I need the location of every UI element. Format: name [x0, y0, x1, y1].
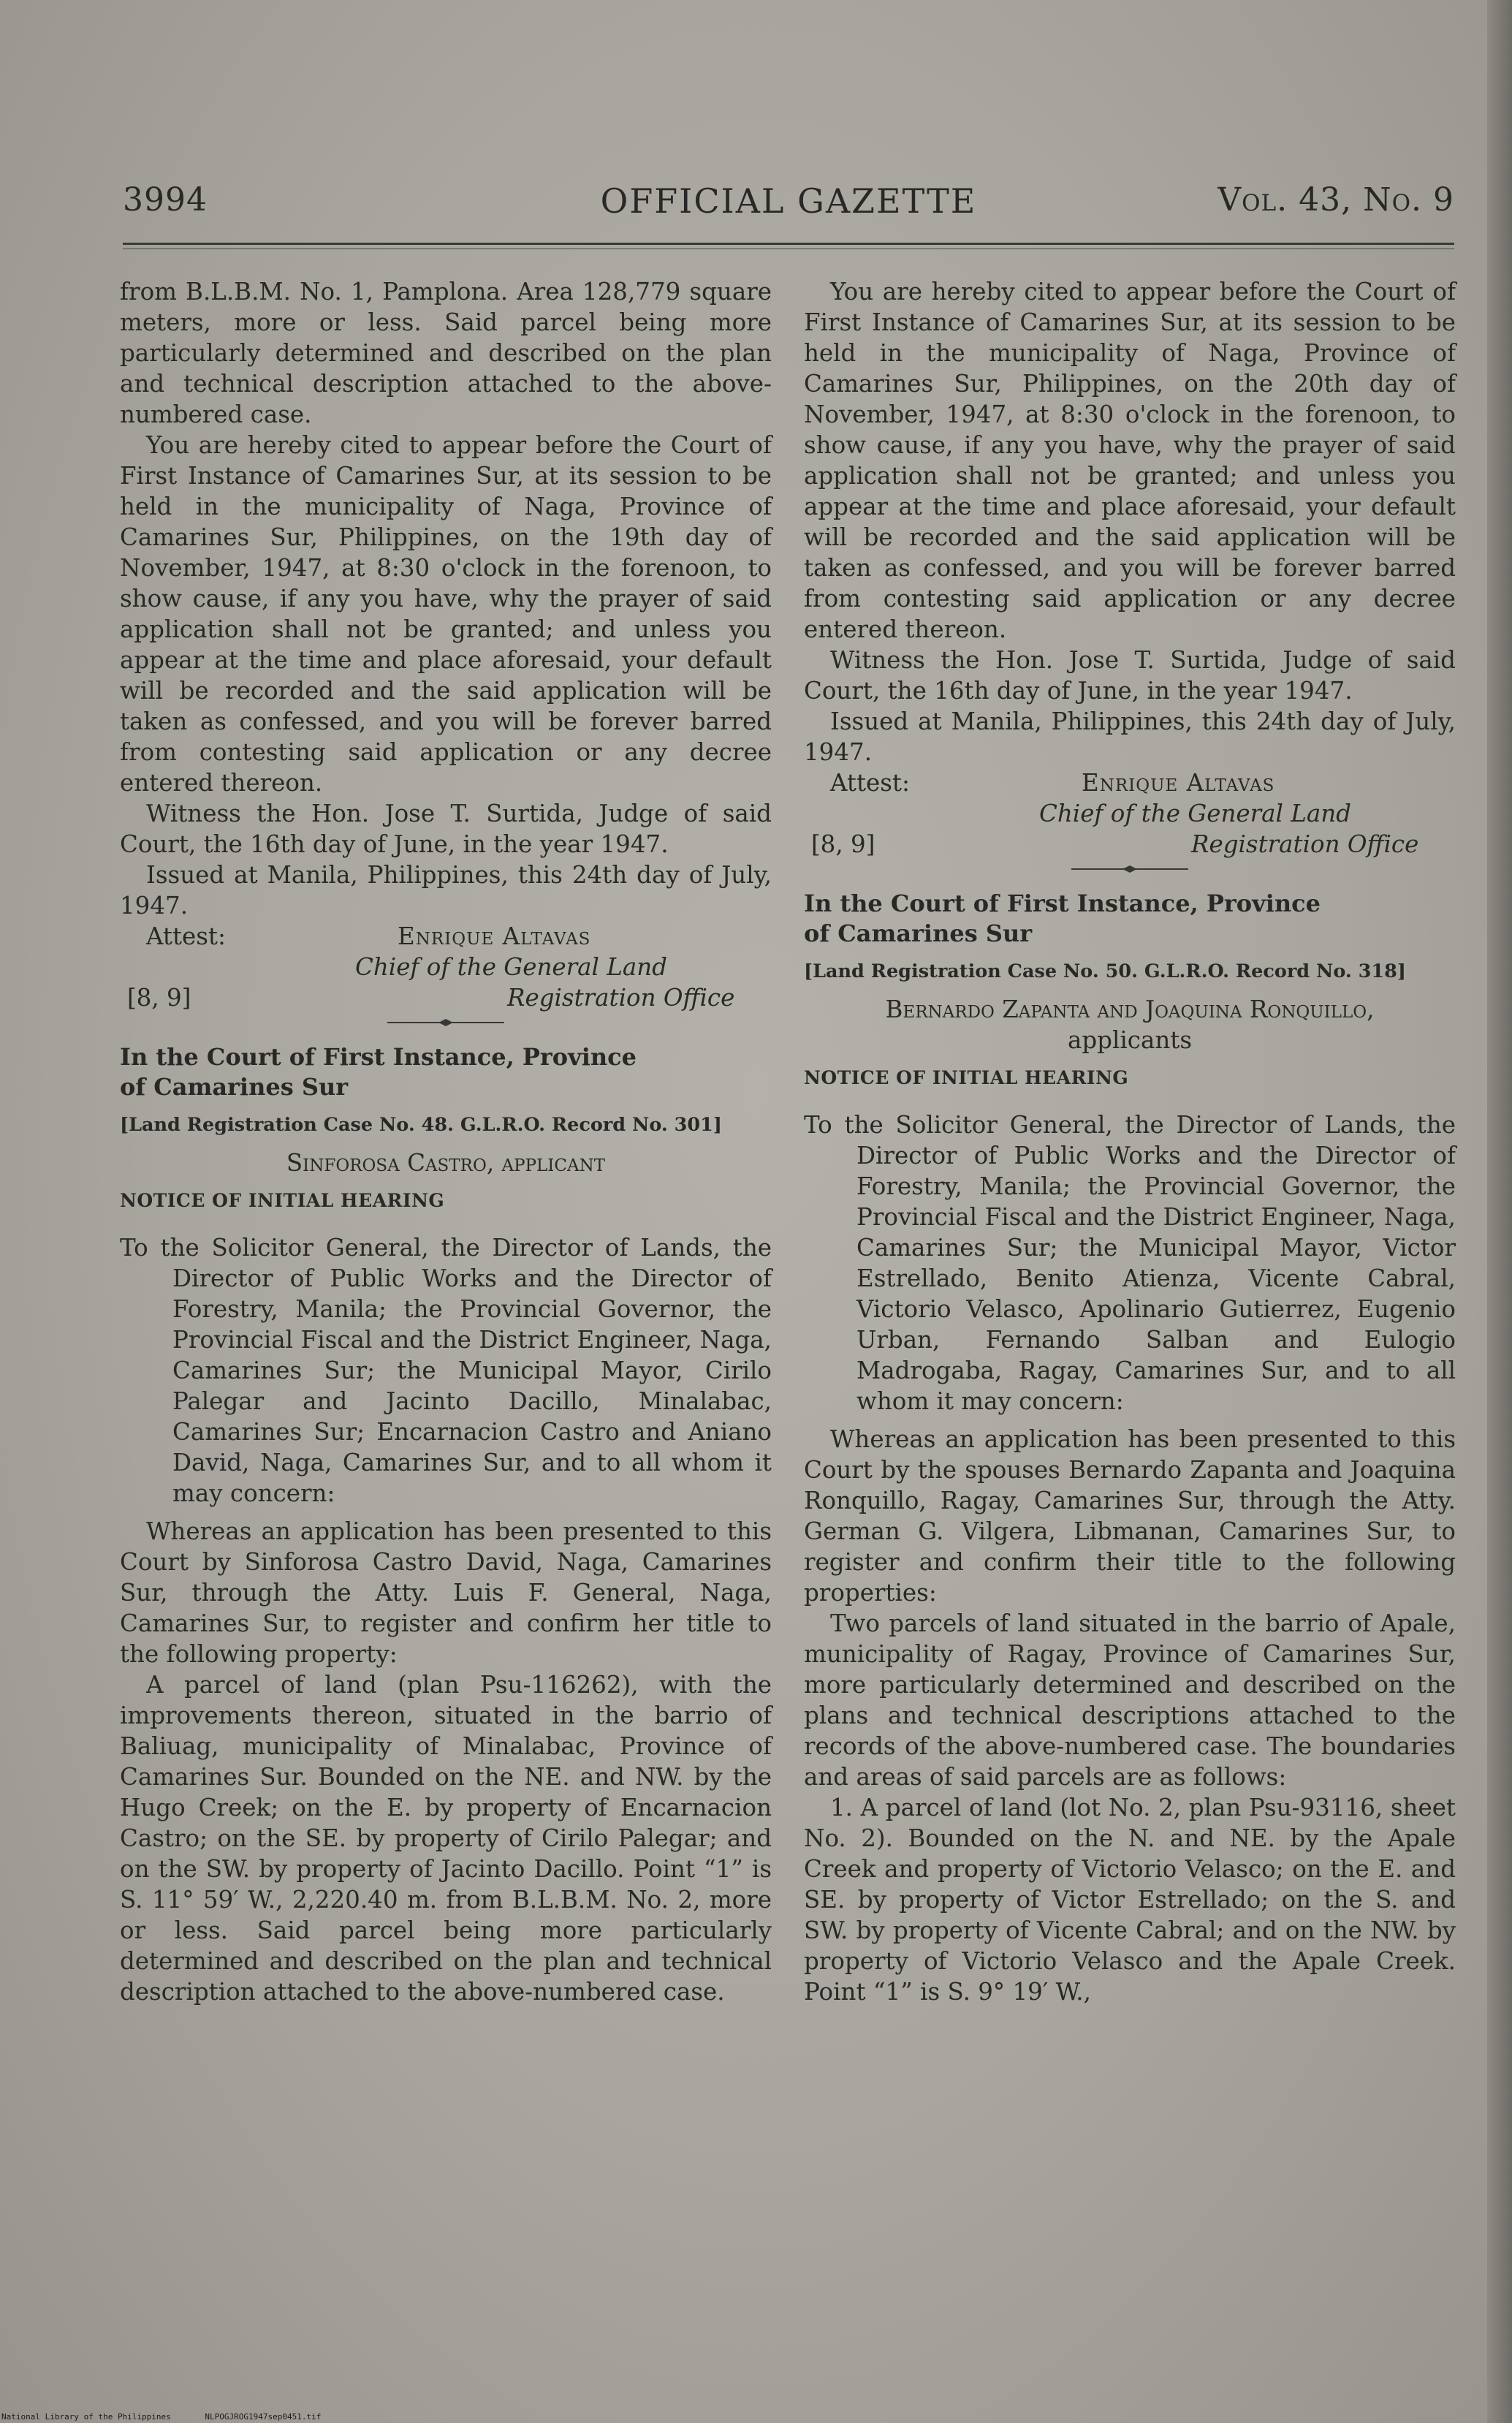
- notice-title: NOTICE OF INITIAL HEARING: [120, 1190, 445, 1211]
- citation-paragraph: You are hereby cited to appear before the Court of First Instance of Camarines Sur, at its session to be held in the municipality of Naga, Province of Camarines Sur, Philippines, on the 19th day of November, 1947, at 8:30 o'clock in the forenoon, to show cause, if any you have, why the prayer of said application shall not be granted; and unless you appear at the time and place aforesaid, your default will be recorded and the said application will be taken as confessed, and you will be forever barred from contesting said application or any decree entered thereon.: [120, 431, 772, 797]
- scan-footer: [1, 2412, 350, 2422]
- case-reference: [Land Registration Case No. 50. G.L.R.O. Record No. 318]: [804, 960, 1406, 982]
- section-divider: [120, 1013, 772, 1035]
- ornament-divider-icon: [1071, 864, 1188, 874]
- section-divider: [804, 860, 1456, 881]
- attest-signatory: Enrique Altavas: [398, 922, 591, 950]
- court-heading-province: of Camarines Sur: [804, 919, 1033, 947]
- parcels-paragraph: Two parcels of land situated in the barrio of Apale, municipality of Ragay, Province of Camarines Sur, more particularly determined and described on the plans and technical descriptions attached to the records of the above-numbered case. The boundaries and areas of said parcels are as follows:: [804, 1609, 1456, 1791]
- attest-title: Chief of the General Land: [1039, 800, 1351, 827]
- application-paragraph: Whereas an application has been presented to this Court by Sinforosa Castro David, Naga, Camarines Sur, through the Atty. Luis F. General, Naga, Camarines Sur, to register and confirm her title to the following property:: [120, 1517, 772, 1668]
- issued-paragraph: Issued at Manila, Philippines, this 24th day of July, 1947.: [120, 861, 772, 919]
- attest-label: Attest:: [146, 922, 226, 950]
- continued-paragraph: from B.L.B.M. No. 1, Pamplona. Area 128,779 square meters, more or less. Said parcel being more particularly determined and described on the plan and technical description attached to the above-numbered case.: [120, 278, 772, 428]
- ornament-divider-icon: [387, 1017, 504, 1028]
- witness-paragraph: Witness the Hon. Jose T. Surtida, Judge of said Court, the 16th day of June, in the year 1947.: [120, 800, 772, 858]
- page-edge-shadow: [1487, 0, 1512, 2423]
- attestation-block: [120, 921, 772, 1013]
- attest-office: Registration Office: [507, 984, 735, 1012]
- notice-addressees: To the Solicitor General, the Director of Lands, the Director of Public Works and the Director of Forestry, Manila; the Provincial Governor, the Provincial Fiscal and the District Engineer, Naga, Camarines Sur; the Municipal Mayor, Cirilo Palegar and Jacinto Dacillo, Minalabac, Camarines Sur; Encarnacion Castro and Aniano David, Naga, Camarines Sur, and to all whom it may concern:: [120, 1234, 772, 1507]
- citation-paragraph: You are hereby cited to appear before the Court of First Instance of Camarines Sur, at its session to be held in the municipality of Naga, Province of Camarines Sur, Philippines, on the 20th day of November, 1947, at 8:30 o'clock in the forenoon, to show cause, if any you have, why the prayer of said application shall not be granted; and unless you appear at the time and place aforesaid, your default will be recorded and the said application will be taken as confessed, and you will be forever barred from contesting said application or any decree entered thereon.: [804, 278, 1456, 643]
- attest-reference: [8, 9]: [811, 830, 875, 858]
- right-column: [804, 276, 1456, 2007]
- volume-issue: Vol. 43, No. 9: [1217, 181, 1454, 219]
- footer-library: National Library of the Philippines: [1, 2412, 171, 2422]
- issued-paragraph: Issued at Manila, Philippines, this 24th day of July, 1947.: [804, 708, 1456, 766]
- footer-filename: NLPOGJROG1947sep0451.tif: [205, 2412, 322, 2422]
- court-heading: In the Court of First Instance, Province: [120, 1043, 637, 1071]
- page-number: 3994: [123, 181, 208, 219]
- publication-title: OFFICIAL GAZETTE: [600, 181, 977, 221]
- court-heading-province: of Camarines Sur: [120, 1073, 349, 1101]
- application-paragraph: Whereas an application has been presented to this Court by the spouses Bernardo Zapanta and Joaquina Ronquillo, Ragay, Camarines Sur, through the Atty. German G. Vilgera, Libmanan, Camarines Sur, to register and confirm their title to the following properties:: [804, 1425, 1456, 1607]
- header-rule: [123, 243, 1454, 245]
- applicant-line: Sinforosa Castro, applicant: [286, 1149, 606, 1177]
- witness-paragraph: Witness the Hon. Jose T. Surtida, Judge of said Court, the 16th day of June, in the year 1947.: [804, 646, 1456, 705]
- court-heading: In the Court of First Instance, Province: [804, 890, 1321, 917]
- attest-title: Chief of the General Land: [355, 953, 667, 981]
- page-header: [123, 181, 1454, 232]
- attest-office: Registration Office: [1191, 830, 1419, 858]
- attestation-block: [804, 767, 1456, 860]
- notice-title: NOTICE OF INITIAL HEARING: [804, 1067, 1129, 1088]
- applicants-label: applicants: [1067, 1026, 1193, 1054]
- attest-reference: [8, 9]: [127, 984, 191, 1012]
- notice-addressees: To the Solicitor General, the Director of Lands, the Director of Public Works and the Director of Forestry, Manila; the Provincial Governor, the Provincial Fiscal and the District Engineer, Naga, Camarines Sur; the Municipal Mayor, Victor Estrellado, Benito Atienza, Vicente Cabral, Victorio Velasco, Apolinario Gutierrez, Eugenio Urban, Fernando Salban and Eulogio Madrogaba, Ragay, Camarines Sur, and to all whom it may concern:: [804, 1111, 1456, 1415]
- attest-label: Attest:: [830, 769, 910, 797]
- property-description: A parcel of land (plan Psu-116262), with the improvements thereon, situated in the barrio of Baliuag, municipality of Minalabac, Province of Camarines Sur. Bounded on the NE. and NW. by the Hugo Creek; on the E. by property of Encarnacion Castro; on the SE. by property of Cirilo Palegar; and on the SW. by property of Jacinto Dacillo. Point “1” is S. 11° 59′ W., 2,220.40 m. from B.L.B.M. No. 2, more or less. Said parcel being more particularly determined and described on the plan and technical description attached to the above-numbered case.: [120, 1671, 772, 2006]
- parcel-one-description: 1. A parcel of land (lot No. 2, plan Psu-93116, sheet No. 2). Bounded on the N. and NE. by the Apale Creek and property of Victorio Velasco; on the E. and SE. by property of Victor Estrellado; on the S. and SW. by property of Vicente Cabral; and on the NW. by property of Victorio Velasco and the Apale Creek. Point “1” is S. 9° 19′ W.,: [804, 1794, 1456, 2006]
- attest-signatory: Enrique Altavas: [1082, 769, 1275, 797]
- case-reference: [Land Registration Case No. 48. G.L.R.O. Record No. 301]: [120, 1114, 722, 1136]
- left-column: [120, 276, 772, 2007]
- applicants-line: Bernardo Zapanta and Joaquina Ronquillo,: [885, 996, 1375, 1023]
